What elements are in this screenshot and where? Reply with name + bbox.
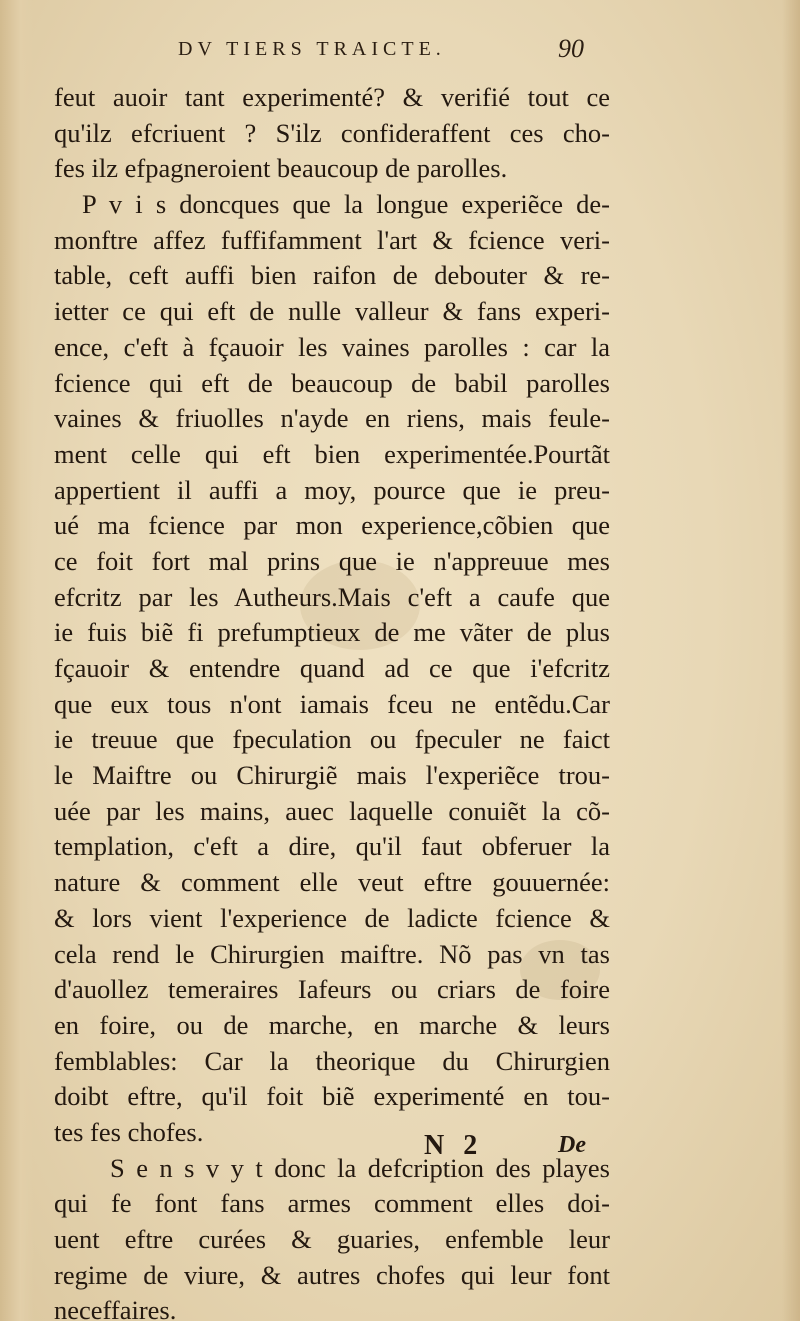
text-line: fcience qui eft de beaucoup de babil parolles <box>54 367 610 398</box>
text-line: uent eftre curées & guaries, enfemble leur <box>54 1224 610 1254</box>
text-line: cela rend le Chirurgien maiftre. Nõ pas vn tas <box>54 938 610 969</box>
page-edge <box>782 0 800 1321</box>
text-line: nature & comment elle veut eftre gouuernée: <box>54 867 610 898</box>
text-line: & lors vient l'experience de ladicte fcience & <box>54 902 610 933</box>
page-footer <box>0 1130 800 1170</box>
text-line: neceffaires. <box>54 1295 177 1321</box>
text-line: ué ma fcience par mon experience,cõbien que <box>54 510 610 541</box>
text-line: regime de viure, & autres chofes qui leur font <box>54 1259 610 1290</box>
running-head <box>0 34 800 78</box>
text-line: P v i s doncques que la longue experiẽce de- <box>82 189 610 220</box>
text-line: feut auoir tant experimenté? & verifié tout ce <box>54 82 610 112</box>
text-line: d'auollez temeraires Iafeurs ou criars de foire <box>54 974 610 1005</box>
text-line: femblables: Car la theorique du Chirurgien <box>54 1045 610 1076</box>
text-line: tes fes chofes. <box>54 1116 204 1147</box>
text-line: ietter ce qui eft de nulle valleur & fans experi- <box>54 296 610 327</box>
signature-mark: N 2 <box>424 1130 484 1161</box>
text-line: templation, c'eft a dire, qu'il faut obferuer la <box>54 831 610 862</box>
text-line: monftre affez fuffifamment l'art & fcience veri- <box>54 224 610 255</box>
text-line: fçauoir & entendre quand ad ce que i'efcritz <box>54 653 610 683</box>
text-line: fes ilz efpagneroient beaucoup de parolles. <box>54 153 508 184</box>
text-line: ce foit fort mal prins que ie n'appreuue mes <box>54 545 610 576</box>
catchword: De <box>558 1132 586 1158</box>
page-gutter <box>0 0 34 1321</box>
page-number: 90 <box>558 34 584 63</box>
text-line: S e n s v y t donc la defcription des playes <box>110 1152 610 1183</box>
text-line: qui fe font fans armes comment elles doi- <box>54 1188 610 1219</box>
text-line: appertient il auffi a moy, pource que ie preu- <box>54 474 610 505</box>
text-line: qu'ilz efcriuent ? S'ilz confideraffent ces cho- <box>54 117 610 148</box>
text-line: ence, c'eft à fçauoir les vaines parolles : car la <box>54 331 610 362</box>
text-line: ie fuis biẽ fi prefumptieux de me vãter de plus <box>54 617 610 648</box>
text-line: ie treuue que fpeculation ou fpeculer ne faict <box>54 724 610 755</box>
running-title: DV TIERS TRAICTE. <box>178 38 446 60</box>
text-line: ment celle qui eft bien experimentée.Pourtãt <box>54 438 610 469</box>
text-line: vaines & friuolles n'ayde en riens, mais feule- <box>54 403 610 434</box>
text-line: en foire, ou de marche, en marche & leurs <box>54 1009 610 1040</box>
text-line: table, ceft auffi bien raifon de debouter & re- <box>54 260 610 291</box>
text-line: le Maiftre ou Chirurgiẽ mais l'experiẽce trou- <box>54 760 610 791</box>
text-line: efcritz par les Autheurs.Mais c'eft a caufe que <box>54 581 610 612</box>
text-line: doibt eftre, qu'il foit biẽ experimenté en tou- <box>54 1081 610 1112</box>
text-line: que eux tous n'ont iamais fceu ne entẽdu.Car <box>54 688 610 719</box>
text-line: uée par les mains, auec laquelle conuiẽt la cõ- <box>54 795 610 826</box>
